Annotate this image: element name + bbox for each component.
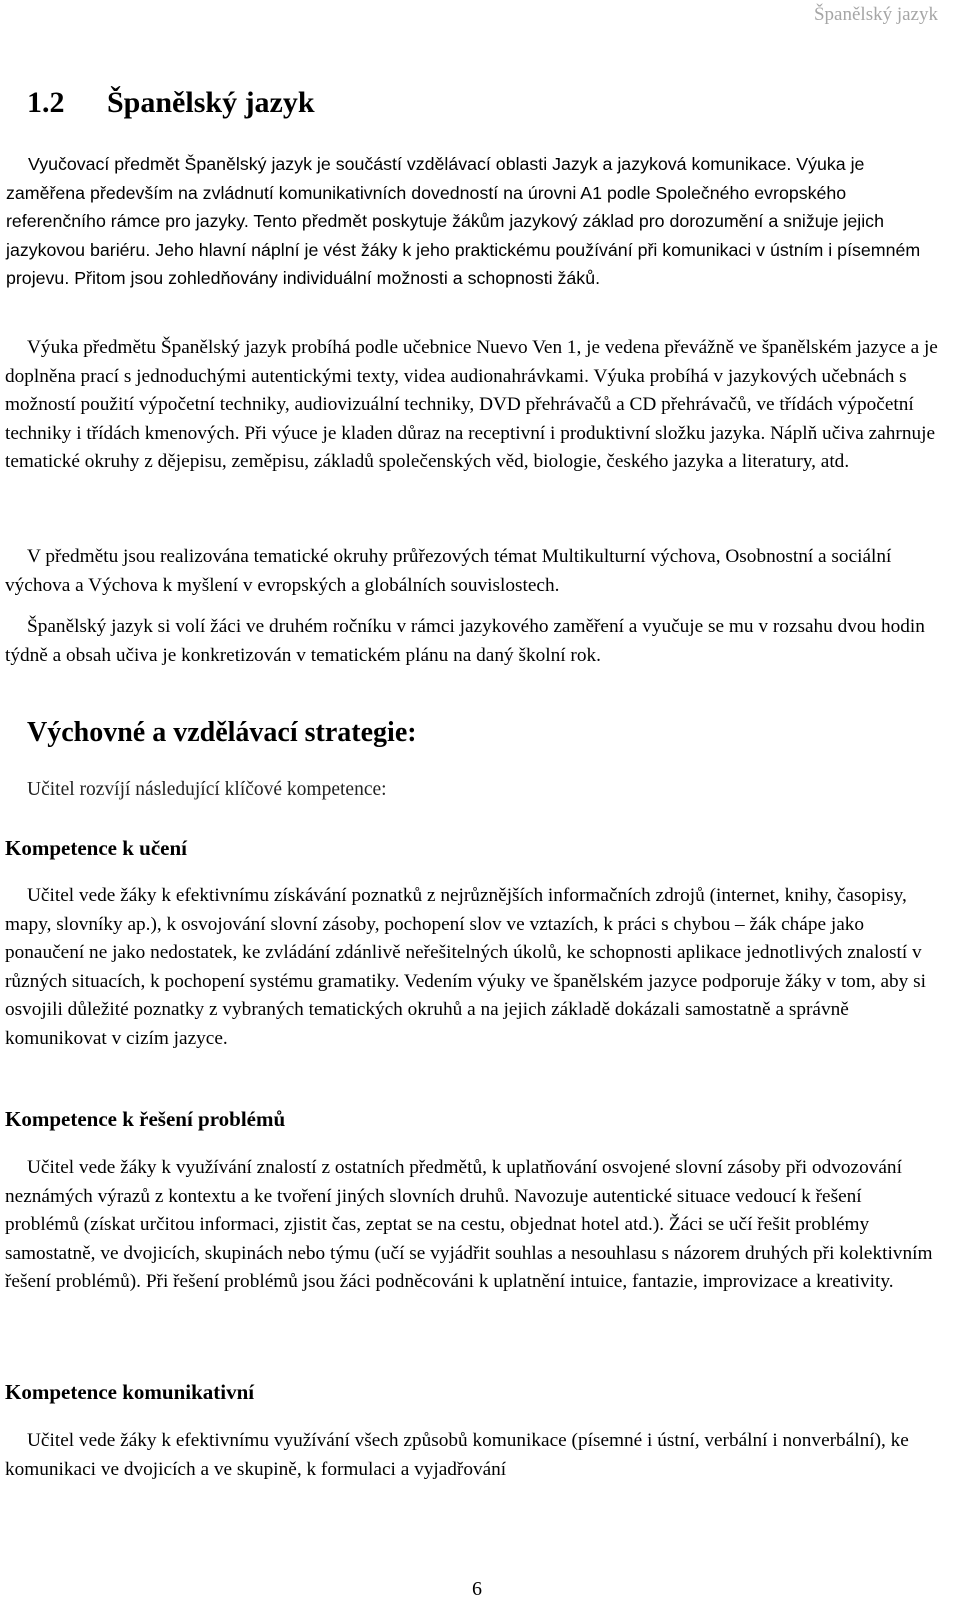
section-heading	[27, 86, 315, 120]
strategies-intro: Učitel rozvíjí následující klíčové kompetence:	[27, 779, 387, 800]
running-header: Španělský jazyk	[813, 4, 938, 25]
strategies-heading: Výchovné a vzdělávací strategie:	[27, 717, 417, 748]
competence-text-learning: Učitel vede žáky k efektivnímu získávání poznatků z nejrůznějších informačních zdrojů (internet, knihy, časopisy, mapy, slovníky ap.), k osvojování slovní zásoby, pochopení slov ve vztazích, k práci s chybou – žák chápe jako ponaučení ne jako nedostatek, ke zvládání zdánlivě neřešitelných úkolů, ke schopnosti aplikace jednotlivých znalostí v různých situacích, k pochopení systému gramatiky. Vedením výuky ve španělském jazyce podporuje žáky v tom, aby si osvojili důležité poznatky z vybraných tematických okruhů a na jejich základě dokázali samostatně a správně komunikovat v cizím jazyce.	[5, 885, 926, 1049]
intro-paragraph-1: Vyučovací předmět Španělský jazyk je součástí vzdělávací oblasti Jazyk a jazyková komunikace. Výuka je zaměřena především na zvládnutí komunikativních dovedností na úrovni A1 podle Společného evropského referenčního rámce pro jazyky. Tento předmět poskytuje žákům jazykový základ pro dorozumění a snižuje jejich jazykovou bariéru. Jeho hlavní náplní je vést žáky k jeho praktickému používání při komunikaci v ústním i písemném projevu. Přitom jsou zohledňovány individuální možnosti a schopnosti žáků.	[6, 154, 921, 289]
competence-text-problem-solving: Učitel vede žáky k využívání znalostí z ostatních předmětů, k uplatňování osvojené slovní zásoby při odvozování neznámých výrazů z kontextu a ke tvoření jiných slovních druhů. Navozuje autentické situace vedoucí k řešení problémů (získat určitou informaci, zjistit čas, zeptat se na cestu, objednat hotel atd.). Žáci se učí řešit problémy samostatně, ve dvojicích, skupinách nebo týmu (učí se vyjádřit souhlas a nesouhlasu s názorem druhých při kolektivním řešení problémů). Při řešení problémů jsou žáci podněcováni k uplatnění intuice, fantazie, improvizace a kreativity.	[5, 1157, 933, 1293]
intro-paragraph-2: Výuka předmětu Španělský jazyk probíhá podle učebnice Nuevo Ven 1, je vedena převážně ve španělském jazyce a je doplněna prací s jednoduchými autentickými texty, videa audionahrávkami. Výuka probíhá v jazykových učebnách s možností použití výpočetní techniky, audiovizuální techniky, DVD přehrávačů a CD přehrávačů, ve třídách výpočetní techniky i třídách kmenových. Při výuce je kladen důraz na receptivní i produktivní složku jazyka. Náplň učiva zahrnuje tematické okruhy z dějepisu, zeměpisu, základů společenských věd, biologie, českého jazyka a literatury, atd.	[5, 337, 938, 473]
competence-heading-learning: Kompetence k učení	[5, 836, 187, 860]
competence-text-communicative: Učitel vede žáky k efektivnímu využívání všech způsobů komunikace (písemné i ústní, verbální i nonverbální), ke komunikaci ve dvojicích a ve skupině, k formulaci a vyjadřování	[5, 1430, 909, 1480]
intro-paragraph-3: V předmětu jsou realizována tematické okruhy průřezových témat Multikulturní výchova, Osobnostní a sociální výchova a Výchova k myšlení v evropských a globálních souvislostech.	[5, 546, 892, 596]
competence-heading-communicative: Kompetence komunikativní	[5, 1380, 255, 1404]
section-number: 1.2	[27, 86, 65, 119]
section-title: Španělský jazyk	[107, 86, 315, 119]
page-number: 6	[472, 1578, 482, 1600]
competence-heading-problem-solving: Kompetence k řešení problémů	[5, 1107, 286, 1131]
intro-paragraph-4: Španělský jazyk si volí žáci ve druhém ročníku v rámci jazykového zaměření a vyučuje se mu v rozsahu dvou hodin týdně a obsah učiva je konkretizován v tematickém plánu na daný školní rok.	[5, 616, 925, 666]
